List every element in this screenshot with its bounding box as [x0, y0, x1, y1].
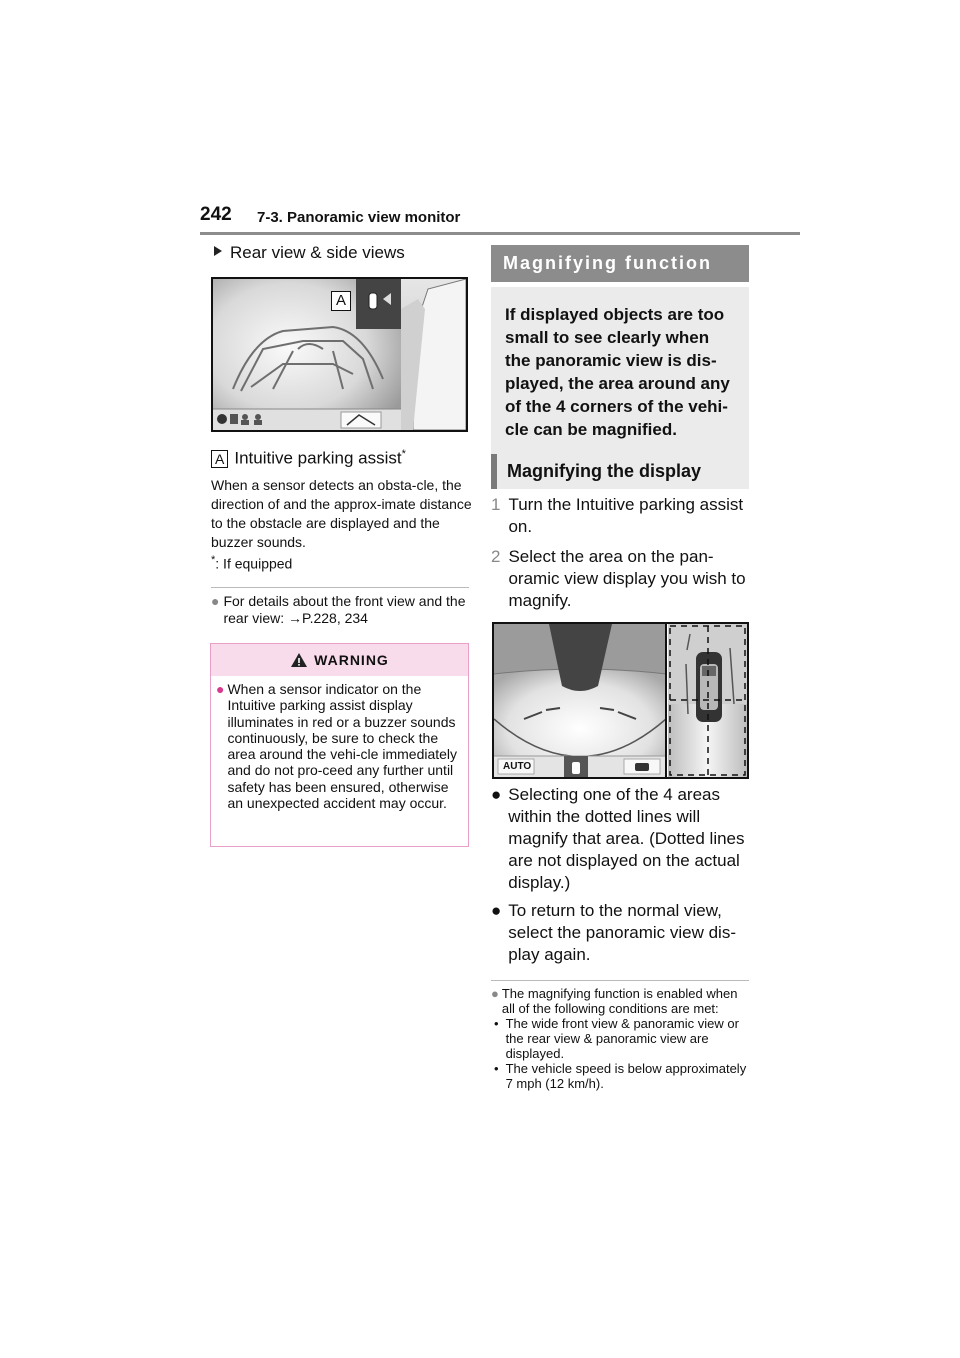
step-1 [491, 494, 749, 538]
magnify-note-intro [491, 986, 749, 1016]
dash-mark: • [494, 1061, 499, 1076]
magnifying-intro-box: If displayed objects are too small to see clearly when the panoramic view is dis-played, the area around any of the 4 corners of the vehi-cle can be magnified. [491, 287, 749, 457]
note-item-views [494, 1016, 749, 1061]
step-text: Select the area on the pan-oramic view display you wish to magnify. [508, 547, 746, 610]
sensor-description: When a sensor detects an obsta-cle, the direction of and the approx-imate distance to the obstacle are displayed and the buzzer sounds. [211, 477, 472, 550]
note-item-speed [494, 1061, 749, 1091]
triangle-bullet-icon [214, 246, 222, 256]
magnify-bullets [491, 784, 749, 966]
bullet-return-normal [491, 900, 749, 966]
note-item-text: The wide front view & panoramic view or the rear view & panoramic view are displayed. [505, 1016, 739, 1061]
note-bullet: ● [211, 593, 220, 609]
note-item-text: The vehicle speed is below approximately 7 mph (12 km/h). [505, 1061, 747, 1091]
footnote [211, 552, 469, 573]
bullet-select-area [491, 784, 749, 894]
warning-box [210, 643, 469, 847]
footnote-text: : If equipped [215, 555, 293, 572]
label-a-text: Intuitive parking assist [234, 448, 402, 468]
warning-bullet: ● [216, 681, 225, 697]
rear-side-view-figure [211, 277, 468, 432]
step-text: Turn the Intuitive parking assist on. [508, 495, 744, 536]
warning-body [211, 676, 468, 811]
note-text: The magnifying function is enabled when all of the following conditions are met: [501, 986, 738, 1016]
warning-triangle-icon [290, 652, 308, 668]
note-rule-right [491, 980, 749, 981]
magnify-note [491, 986, 749, 1091]
warning-header [211, 644, 468, 676]
note-text: For details about the front view and the rear view: →P.228, 234 [223, 593, 466, 626]
step-2 [491, 546, 749, 612]
bullet-text: Selecting one of the 4 areas within the dotted lines will magnify that area. (Dotted lines are not displayed on the actual display.) [508, 785, 745, 892]
panoramic-view-illustration [494, 624, 747, 777]
page-number: 242 [200, 204, 232, 225]
note-bullet: ● [491, 986, 499, 1001]
figure-label-a: A [331, 291, 351, 311]
warning-text: When a sensor indicator on the Intuitive parking assist display illuminates in red or a buzzer sounds continuously, be sure to check the area around the vehi-cle immediately and do not pro-ceed any further until safety has been ensured, otherwise an unexpected accident may occur. [227, 681, 458, 812]
magnifying-function-heading: Magnifying function [491, 245, 749, 282]
bullet-mark: ● [491, 901, 502, 920]
view-heading [214, 242, 469, 264]
label-a-box: A [211, 450, 228, 468]
step-number: 1 [491, 495, 501, 514]
section-title: 7-3. Panoramic view monitor [257, 209, 461, 226]
note-rule [211, 587, 469, 588]
auto-label: AUTO [503, 761, 532, 772]
bullet-text: To return to the normal view, select the panoramic view dis-play again. [508, 901, 736, 964]
header-rule [200, 232, 800, 235]
magnifying-display-subheading: Magnifying the display [491, 454, 749, 489]
panoramic-view-figure [492, 622, 749, 779]
dash-mark: • [494, 1016, 499, 1031]
step-number: 2 [491, 547, 501, 566]
bullet-mark: ● [491, 785, 502, 804]
label-a-star: * [401, 448, 406, 460]
steps-list [491, 494, 749, 612]
warning-title: WARNING [314, 652, 389, 668]
note-front-rear [211, 593, 469, 627]
view-heading-text: Rear view & side views [230, 243, 405, 262]
label-a-caption [211, 443, 469, 470]
footnote-star: * [211, 554, 216, 566]
